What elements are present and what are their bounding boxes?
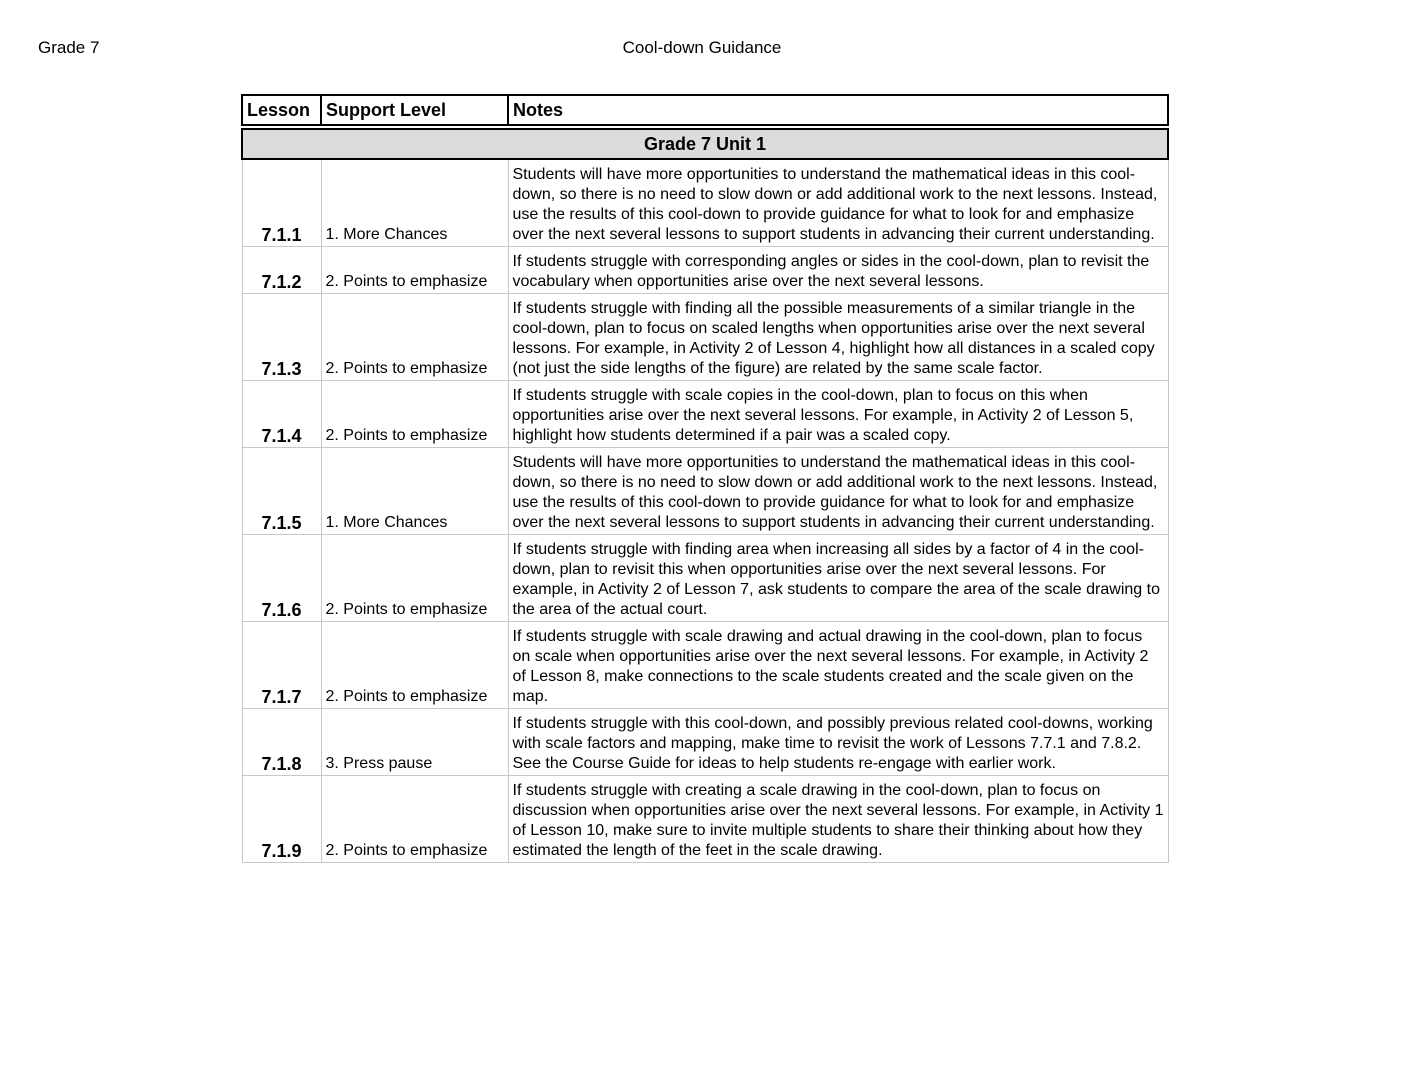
unit-title: Grade 7 Unit 1 [242,129,1168,159]
notes: Students will have more opportunities to understand the mathematical ideas in this cool-down, so there is no need to slow down or add additional work to the next lessons. Instead, use the results of this cool-down to provide guidance for what to look for and emphasize over the next several lessons to support students in advancing their current understanding. [508,448,1168,535]
notes: If students struggle with finding all the possible measurements of a similar triangle in the cool-down, plan to focus on scaled lengths when opportunities arise over the next several lessons. For example, in Activity 2 of Lesson 4, highlight how all distances in a scaled copy (not just the side lengths of the figure) are related by the same scale factor. [508,294,1168,381]
table-row [242,776,1168,863]
lesson-number: 7.1.3 [242,294,321,381]
notes: If students struggle with corresponding angles or sides in the cool-down, plan to revisit the vocabulary when opportunities arise over the next several lessons. [508,247,1168,294]
lesson-number: 7.1.7 [242,622,321,709]
notes: If students struggle with scale drawing and actual drawing in the cool-down, plan to focus on scale when opportunities arise over the next several lessons. For example, in Activity 2 of Lesson 8, make connections to the scale students created and the scale given on the map. [508,622,1168,709]
support-level: 2. Points to emphasize [321,294,508,381]
guidance-table [241,94,1169,863]
lesson-number: 7.1.2 [242,247,321,294]
table-row [242,159,1168,247]
table-row [242,622,1168,709]
document-title: Cool-down Guidance [622,38,782,57]
table-row [242,535,1168,622]
table-row [242,709,1168,776]
notes: If students struggle with creating a scale drawing in the cool-down, plan to focus on discussion when opportunities arise over the next several lessons. For example, in Activity 1 of Lesson 10, make sure to invite multiple students to share their thinking about how they estimated the length of the feet in the scale drawing. [508,776,1168,863]
lesson-number: 7.1.1 [242,159,321,247]
table-row [242,381,1168,448]
notes: If students struggle with this cool-down, and possibly previous related cool-downs, working with scale factors and mapping, make time to revisit the work of Lessons 7.7.1 and 7.8.2. See the Course Guide for ideas to help students re-engage with earlier work. [508,709,1168,776]
column-header-notes: Notes [508,95,1168,125]
table-row [242,294,1168,381]
support-level: 3. Press pause [321,709,508,776]
grade-label: Grade 7 [38,38,100,57]
table-row [242,448,1168,535]
lesson-number: 7.1.6 [242,535,321,622]
page-header [0,38,1408,62]
notes: If students struggle with finding area when increasing all sides by a factor of 4 in the cool-down, plan to revisit this when opportunities arise over the next several lessons. For example, in Activity 2 of Lesson 7, ask students to compare the area of the scale drawing to the area of the actual court. [508,535,1168,622]
support-level: 2. Points to emphasize [321,776,508,863]
notes: If students struggle with scale copies in the cool-down, plan to focus on this when opportunities arise over the next several lessons. For example, in Activity 2 of Lesson 5, highlight how students determined if a pair was a scaled copy. [508,381,1168,448]
column-header-support-level: Support Level [321,95,508,125]
lesson-number: 7.1.9 [242,776,321,863]
notes: Students will have more opportunities to understand the mathematical ideas in this cool-down, so there is no need to slow down or add additional work to the next lessons. Instead, use the results of this cool-down to provide guidance for what to look for and emphasize over the next several lessons to support students in advancing their current understanding. [508,159,1168,247]
guidance-table-container [241,94,1167,863]
table-header-row [242,95,1168,125]
support-level: 2. Points to emphasize [321,247,508,294]
support-level: 2. Points to emphasize [321,535,508,622]
support-level: 2. Points to emphasize [321,381,508,448]
support-level: 2. Points to emphasize [321,622,508,709]
lesson-number: 7.1.8 [242,709,321,776]
column-header-lesson: Lesson [242,95,321,125]
support-level: 1. More Chances [321,159,508,247]
unit-title-row [242,129,1168,159]
table-row [242,247,1168,294]
lesson-number: 7.1.4 [242,381,321,448]
support-level: 1. More Chances [321,448,508,535]
lesson-number: 7.1.5 [242,448,321,535]
